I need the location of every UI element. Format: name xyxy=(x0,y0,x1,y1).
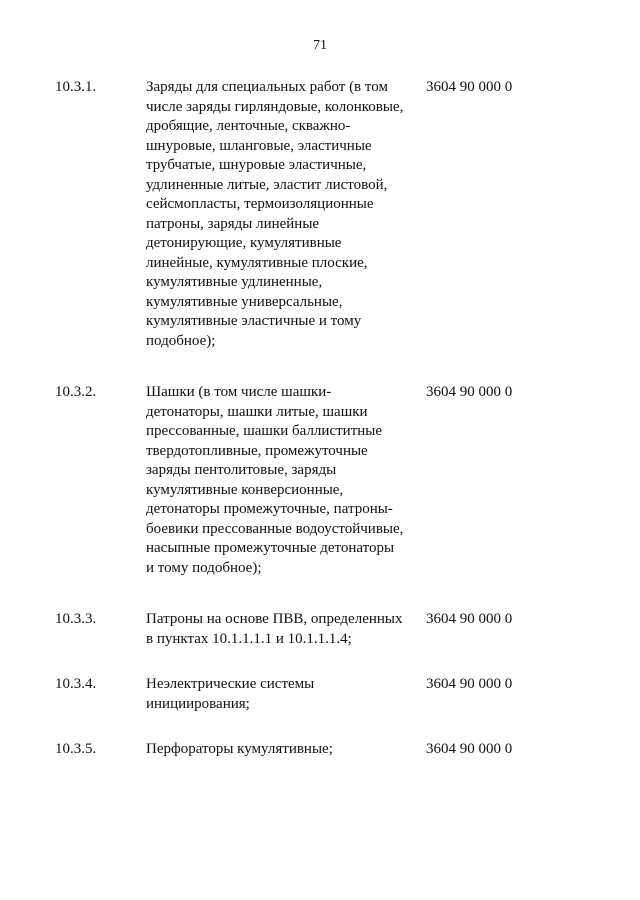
description-line: Шашки (в том числе шашки- xyxy=(146,384,332,400)
description-line: кумулятивные конверсионные, xyxy=(146,481,344,498)
entry-description xyxy=(146,383,421,578)
entry-code: 3604 90 000 0 xyxy=(426,676,513,692)
entry-number: 10.3.2. xyxy=(55,384,97,400)
description-line: линейные, кумулятивные плоские, xyxy=(146,254,368,271)
entry-code: 3604 90 000 0 xyxy=(426,384,513,400)
entry-number: 10.3.5. xyxy=(55,741,97,757)
description-line: инициирования; xyxy=(146,695,250,712)
entry-number: 10.3.4. xyxy=(55,676,97,692)
description-line: и тому подобное); xyxy=(146,559,262,576)
description-line: числе заряды гирляндовые, колонковые, xyxy=(146,98,404,115)
description-line: патроны, заряды линейные xyxy=(146,215,320,232)
entry-code: 3604 90 000 0 xyxy=(426,79,513,95)
description-line: подобное); xyxy=(146,332,216,349)
entry-code: 3604 90 000 0 xyxy=(426,611,513,627)
entry-10-3-1 xyxy=(0,78,640,351)
description-line: кумулятивные эластичные и тому xyxy=(146,313,362,329)
description-line: детонирующие, кумулятивные xyxy=(146,235,342,251)
description-line: детонаторы промежуточные, патроны- xyxy=(146,501,393,517)
description-line: твердотопливные, промежуточные xyxy=(146,442,368,459)
description-line: удлиненные литые, эластит листовой, xyxy=(146,176,388,193)
description-line: Перфораторы кумулятивные; xyxy=(146,741,333,757)
entry-description xyxy=(146,675,421,714)
entry-description xyxy=(146,740,421,760)
description-line: прессованные, шашки баллиститные xyxy=(146,423,383,439)
entries-list xyxy=(0,78,640,760)
entry-number: 10.3.1. xyxy=(55,79,97,95)
description-line: насыпные промежуточные детонаторы xyxy=(146,540,395,556)
entry-10-3-2 xyxy=(0,383,640,578)
description-line: Неэлектрические системы xyxy=(146,676,315,692)
entry-10-3-3 xyxy=(0,610,640,649)
description-line: шнуровые, шланговые, эластичные xyxy=(146,137,372,154)
description-line: сейсмопласты, термоизоляционные xyxy=(146,196,374,212)
description-line: заряды пентолитовые, заряды xyxy=(146,462,337,478)
description-line: в пунктах 10.1.1.1.1 и 10.1.1.1.4; xyxy=(146,630,352,647)
description-line: кумулятивные удлиненные, xyxy=(146,274,323,290)
description-line: боевики прессованные водоустойчивые, xyxy=(146,520,404,537)
entry-10-3-5 xyxy=(0,740,640,760)
entry-code: 3604 90 000 0 xyxy=(426,741,513,757)
description-line: дробящие, ленточные, скважно- xyxy=(146,118,351,134)
entry-description xyxy=(146,610,421,649)
description-line: трубчатые, шнуровые эластичные, xyxy=(146,157,367,173)
page-number: 71 xyxy=(313,38,327,53)
description-line: Заряды для специальных работ (в том xyxy=(146,79,388,95)
description-line: Патроны на основе ПВВ, определенных xyxy=(146,611,403,627)
entry-description xyxy=(146,78,421,351)
description-line: кумулятивные универсальные, xyxy=(146,293,343,310)
description-line: детонаторы, шашки литые, шашки xyxy=(146,403,368,420)
entry-number: 10.3.3. xyxy=(55,611,97,627)
entry-10-3-4 xyxy=(0,675,640,714)
